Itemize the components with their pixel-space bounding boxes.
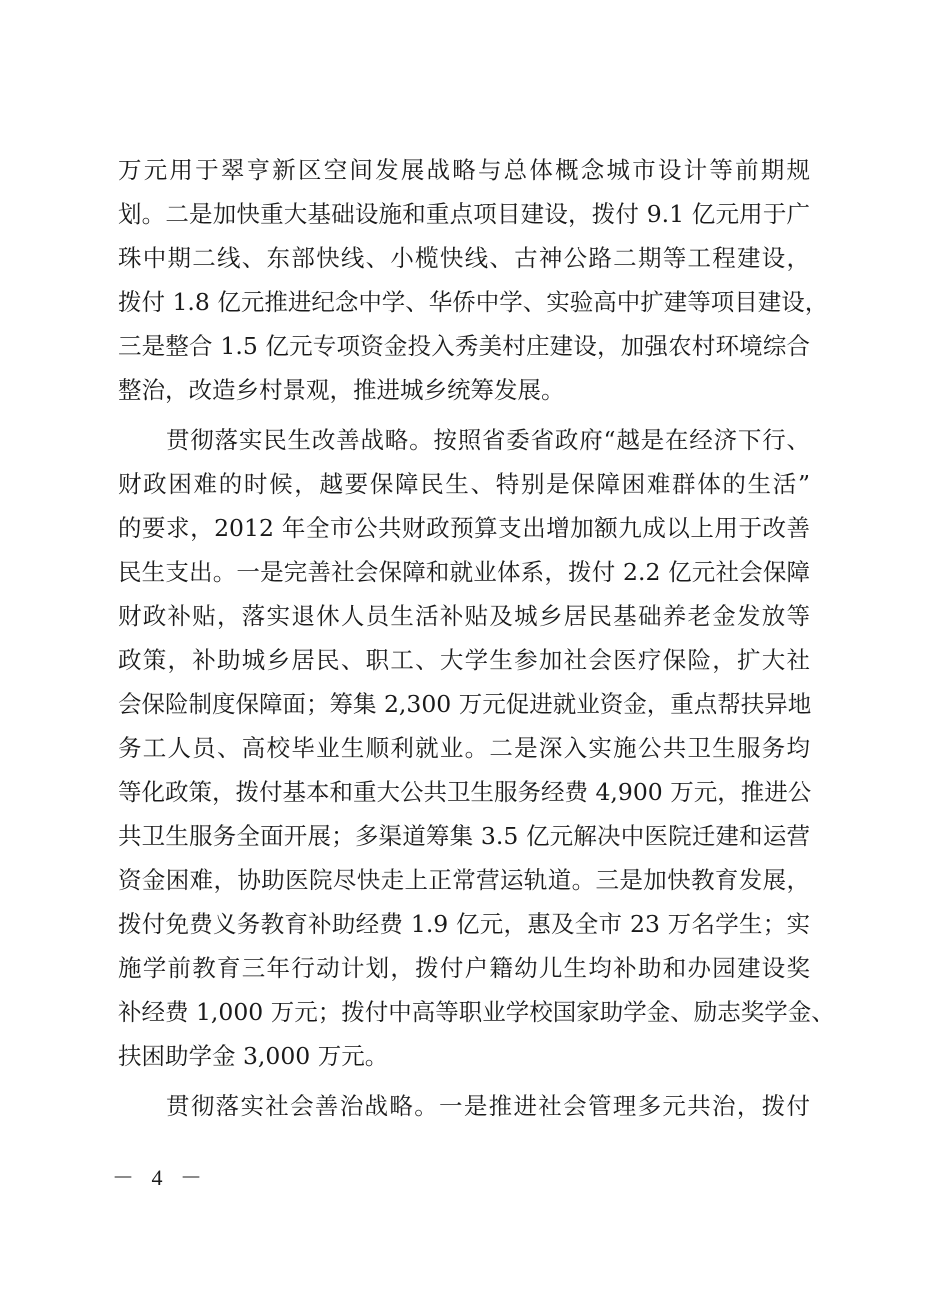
body-line-11: 财政补贴，落实退休人员生活补贴及城乡居民基础养老金发放等: [118, 602, 810, 630]
body-line-2: 划。二是加快重大基础设施和重点项目建设，拨付 9.1 亿元用于广: [118, 200, 810, 228]
body-line-16: 共卫生服务全面开展；多渠道筹集 3.5 亿元解决中医院迁建和运营: [118, 822, 810, 850]
body-line-19: 施学前教育三年行动计划，拨付户籍幼儿生均补助和办园建设奖: [118, 954, 810, 982]
body-line-4: 拨付 1.8 亿元推进纪念中学、华侨中学、实验高中扩建等项目建设，: [118, 288, 829, 316]
body-line-18: 拨付免费义务教育补助经费 1.9 亿元，惠及全市 23 万名学生；实: [118, 910, 810, 938]
body-line-10: 民生支出。一是完善社会保障和就业体系，拨付 2.2 亿元社会保障: [118, 558, 810, 586]
section-line-minsheng: [166, 420, 810, 460]
body-line-8: 财政困难的时候，越要保障民生、特别是保障困难群体的生活”: [118, 470, 810, 498]
body-line-20: 补经费 1,000 万元；拨付中高等职业学校国家助学金、励志奖学金、: [118, 998, 835, 1026]
body-line-6: 整治，改造乡村景观，推进城乡统筹发展。: [118, 376, 565, 404]
body-line-14: 务工人员、高校毕业生顺利就业。二是深入实施公共卫生服务均: [118, 734, 810, 762]
body-line-13: 会保险制度保障面；筹集 2,300 万元促进就业资金，重点帮扶异地: [118, 690, 812, 718]
body-line-21: 扶困助学金 3,000 万元。: [118, 1042, 389, 1070]
body-line-9: 的要求，2012 年全市公共财政预算支出增加额九成以上用于改善: [118, 514, 810, 542]
section-text-shanzhi: 一是推进社会管理多元共治，拨付: [439, 1092, 811, 1120]
body-line-12: 政策，补助城乡居民、职工、大学生参加社会医疗保险，扩大社: [118, 646, 810, 674]
section-text-minsheng: 按照省委省政府“越是在经济下行、: [433, 426, 811, 454]
body-line-17: 资金困难，协助医院尽快走上正常营运轨道。三是加快教育发展，: [118, 866, 810, 894]
body-line-3: 珠中期二线、东部快线、小榄快线、古神公路二期等工程建设，: [118, 244, 810, 272]
section-line-shanzhi: [166, 1086, 810, 1126]
body-line-1: 万元用于翠亨新区空间发展战略与总体概念城市设计等前期规: [118, 156, 810, 184]
body-line-15: 等化政策，拨付基本和重大公共卫生服务经费 4,900 万元，推进公: [118, 778, 812, 806]
section-heading-shanzhi: 贯彻落实社会善治战略。: [166, 1092, 440, 1120]
section-heading-minsheng: 贯彻落实民生改善战略。: [166, 426, 434, 454]
page-number: － 4 －: [112, 1165, 209, 1190]
body-line-5: 三是整合 1.5 亿元专项资金投入秀美村庄建设，加强农村环境综合: [118, 332, 810, 360]
